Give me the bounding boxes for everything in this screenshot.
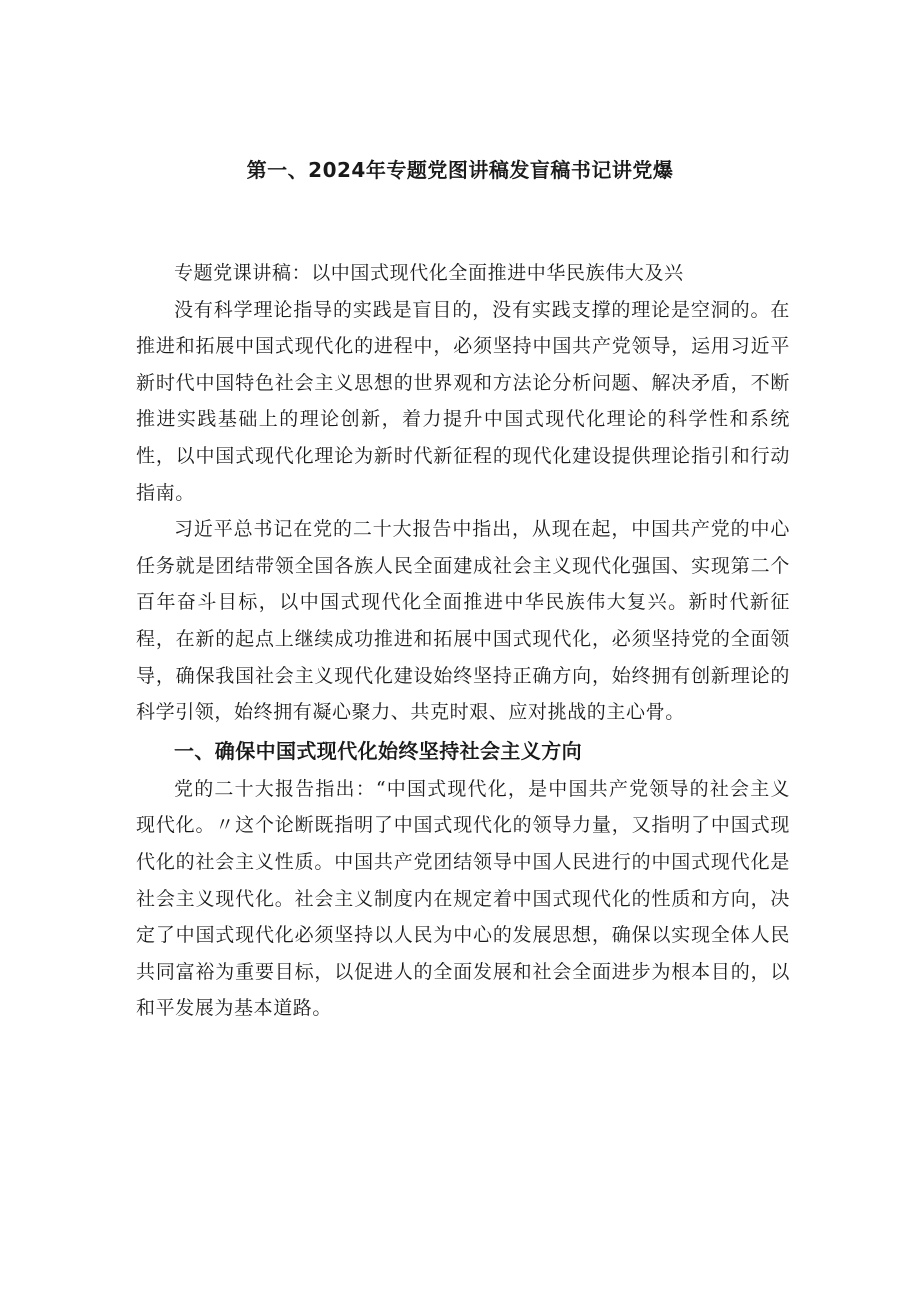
body-paragraph: 习近平总书记在党的二十大报告中指出，从现在起，中国共产党的中心任务就是团结带领全国各族人民全面建成社会主义现代化强国、实现第二个百年奋斗目标，以中国式现代化全面推进中华民族伟大复兴。新时代新征程，在新的起点上继续成功推进和拓展中国式现代化，必须坚持党的全面领导，确保我国社会主义现代化建设始终坚持正确方向，始终拥有创新理论的科学引领，始终拥有凝心聚力、共克时艰、应对挑战的主心骨。 [136,518,790,724]
document-body [136,255,790,1027]
section-heading: 一、确保中国式现代化始终坚持社会主义方向 [174,738,582,763]
document-title: 第一、2024年专题党图讲稿发盲稿书记讲党爆 [246,158,674,182]
lecture-subtitle: 专题党课讲稿：以中国式现代化全面推进中华民族伟大及兴 [174,262,684,284]
body-paragraph: 没有科学理论指导的实践是盲目的，没有实践支撑的理论是空洞的。在推进和拓展中国式现代化的进程中，必须坚持中国共产党领导，运用习近平新时代中国特色社会主义思想的世界观和方法论分析问题、解决矛盾，不断推进实践基础上的理论创新，着力提升中国式现代化理论的科学性和系统性，以中国式现代化理论为新时代新征程的现代化建设提供理论指引和行动指南。 [136,298,790,504]
section-paragraph: 党的二十大报告指出：“中国式现代化，是中国共产党领导的社会主义现代化。〃这个论断既指明了中国式现代化的领导力量，又指明了中国式现代化的社会主义性质。中国共产党团结领导中国人民进行的中国式现代化是社会主义现代化。社会主义制度内在规定着中国式现代化的性质和方向，决定了中国式现代化必须坚持以人民为中心的发展思想，确保以实现全体人民共同富裕为重要目标，以促进人的全面发展和社会全面进步为根本目的，以和平发展为基本道路。 [136,777,790,1020]
